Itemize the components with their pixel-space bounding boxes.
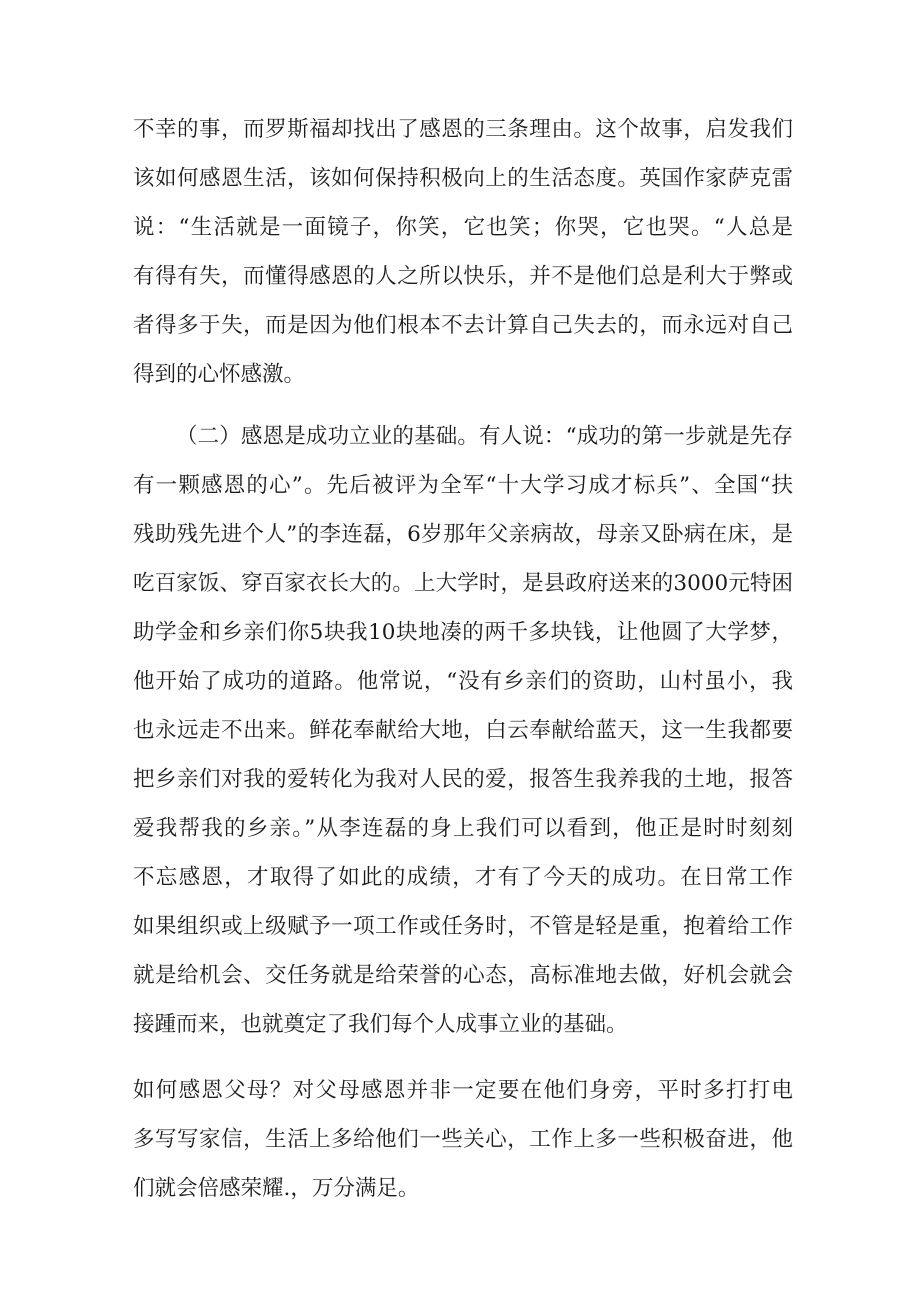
text-line: 不忘感恩，才取得了如此的成绩，才有了今天的成功。在日常工作 xyxy=(133,865,793,890)
text-line: 不幸的事，而罗斯福却找出了感恩的三条理由。这个故事，启发我们 xyxy=(133,117,793,142)
text-line: 该如何感恩生活，该如何保持积极向上的生活态度。英国作家萨克雷 xyxy=(133,166,793,191)
text-line: 也永远走不出来。鲜花奉献给大地，白云奉献给蓝天，这一生我都要 xyxy=(133,718,793,743)
text-line: 者得多于失，而是因为他们根本不去计算自己失去的，而永远对自己 xyxy=(133,313,793,338)
text-line: 如何感恩父母？对父母感恩并非一定要在他们身旁，平时多打打电 xyxy=(133,1078,793,1103)
text-line: 爱我帮我的乡亲。”从李连磊的身上我们可以看到，他正是时时刻刻 xyxy=(133,816,793,841)
section-heading-line: （二）感恩是成功立业的基础。有人说：“成功的第一步就是先存 xyxy=(176,424,793,449)
text-line: 们就会倍感荣耀.，万分满足。 xyxy=(133,1176,420,1201)
text-line: 吃百家饭、穿百家衣长大的。上大学时，是县政府送来的3000元特困 xyxy=(133,571,793,596)
text-line: 说：“生活就是一面镜子，你笑，它也笑；你哭，它也哭。“人总是 xyxy=(133,215,793,240)
text-line: 有得有失，而懂得感恩的人之所以快乐，并不是他们总是利大于弊或 xyxy=(133,264,793,289)
text-line: 得到的心怀感激。 xyxy=(133,362,306,387)
text-line: 接踵而来，也就奠定了我们每个人成事立业的基础。 xyxy=(133,1012,628,1037)
text-line: 就是给机会、交任务就是给荣誉的心态，高标准地去做，好机会就会 xyxy=(133,963,793,988)
paragraph-gratitude-parents xyxy=(133,1066,793,1213)
paragraph-gratitude-life xyxy=(133,105,793,399)
text-line: 他开始了成功的道路。他常说，“没有乡亲们的资助，山村虽小，我 xyxy=(133,669,793,694)
text-line: 助学金和乡亲们你5块我10块地凑的两千多块钱，让他圆了大学梦， xyxy=(133,620,793,645)
text-line: 有一颗感恩的心”。先后被评为全军“十大学习成才标兵”、全国“扶 xyxy=(133,473,793,498)
paragraph-gratitude-success xyxy=(133,412,793,1049)
text-line: 多写写家信，生活上多给他们一些关心，工作上多一些积极奋进，他 xyxy=(133,1127,793,1152)
text-line: 残助残先进个人”的李连磊，6岁那年父亲病故，母亲又卧病在床，是 xyxy=(133,522,793,547)
text-line: 把乡亲们对我的爱转化为我对人民的爱，报答生我养我的土地，报答 xyxy=(133,767,793,792)
text-line: 如果组织或上级赋予一项工作或任务时，不管是轻是重，抱着给工作 xyxy=(133,914,793,939)
